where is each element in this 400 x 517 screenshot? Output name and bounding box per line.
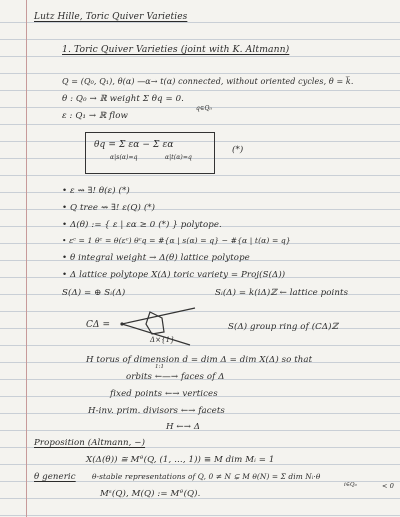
quiver-definition: Q = (Q₀, Q₁), θ(α) —α→ t(α) connected, without oriented cycles, θ = k̅. <box>62 77 354 86</box>
correspondence-fixed-points: fixed points ←→ vertices <box>110 389 218 399</box>
bullet-canonical-weight: • εᶜ = 1 θᶜ = θ(εᶜ) θᶜq = #{α | s(α) = q} − #{α | t(α) = q} <box>62 236 291 245</box>
bullet-toric-variety: • Δ lattice polytope X(Δ) toric variety = Proj(S(Δ)) <box>62 270 286 280</box>
correspondence-divisors: H-inv. prim. divisors ←→ facets <box>88 406 225 416</box>
generic-body: θ-stable representations of Q, 0 ≠ N ⊊ M θ(N) = Σ dim Nᵢ·θ <box>92 472 321 481</box>
correspondence-torus: H ←→ Δ <box>166 422 201 432</box>
margin-line <box>26 0 27 517</box>
graded-ring: S(Δ) = ⊕ Sᵢ(Δ) <box>62 288 126 298</box>
cone-apex <box>120 322 123 325</box>
flow-formula: θq = Σ εα − Σ εα <box>94 140 174 150</box>
orbit-arrow-label: 1:1 <box>155 364 165 370</box>
proposition-body: X(Δ(θ)) ≅ Mᶿ(Q, (1, …, 1)) ≡ M dim Mᵢ = 1 <box>86 455 275 465</box>
flow-formula-box <box>85 132 215 174</box>
equation-tag: (*) <box>232 145 244 155</box>
graded-piece: Sᵢ(Δ) = k(iΔ)ℤ ← lattice points <box>215 288 349 298</box>
proposition-title: Proposition (Altmann, −) <box>34 438 146 448</box>
group-ring-line: S(Δ) group ring of (CΔ)ℤ <box>228 322 338 332</box>
weight-sum-subscript: q∈Q₀ <box>196 105 213 112</box>
bullet-polytope: • Δ(θ) := { ε | εα ≥ 0 (*) } polytope. <box>62 220 222 230</box>
generic-label: θ generic <box>34 472 76 482</box>
generic-subscript: i∈Q₀ <box>344 482 357 488</box>
page-header: Lutz Hille, Toric Quiver Varieties <box>34 12 188 22</box>
generic-inequality: < 0 <box>382 482 394 490</box>
stable-moduli-line: Mˢ(Q), M(Q) := Mᶿ(Q). <box>100 489 201 499</box>
flow-formula-sub-target: α|t(α)=q <box>165 154 192 161</box>
flow-definition: ε : Q₁ → ℝ flow <box>62 111 128 121</box>
weight-definition: θ : Q₀ → ℝ weight Σ θq = 0. <box>62 94 185 104</box>
torus-line: H torus of dimension d = dim Δ = dim X(Δ) so that <box>86 355 313 365</box>
flow-formula-sub-source: α|s(α)=q <box>110 154 138 161</box>
bullet-tree: • Q tree ⇝ ∃! ε(Q) (*) <box>62 203 156 213</box>
cone-label: CΔ = <box>86 320 111 330</box>
correspondence-orbits: orbits ←—→ faces of Δ <box>126 372 225 382</box>
section-title: 1. Toric Quiver Varieties (joint with K. Altmann) <box>62 44 290 55</box>
bullet-flow-weight: • ε ⇝ ∃! θ(ε) (*) <box>62 186 130 196</box>
cone-base-label: Δ×{1} <box>150 336 175 344</box>
bullet-lattice-polytope: • θ integral weight → Δ(θ) lattice polytope <box>62 253 250 263</box>
